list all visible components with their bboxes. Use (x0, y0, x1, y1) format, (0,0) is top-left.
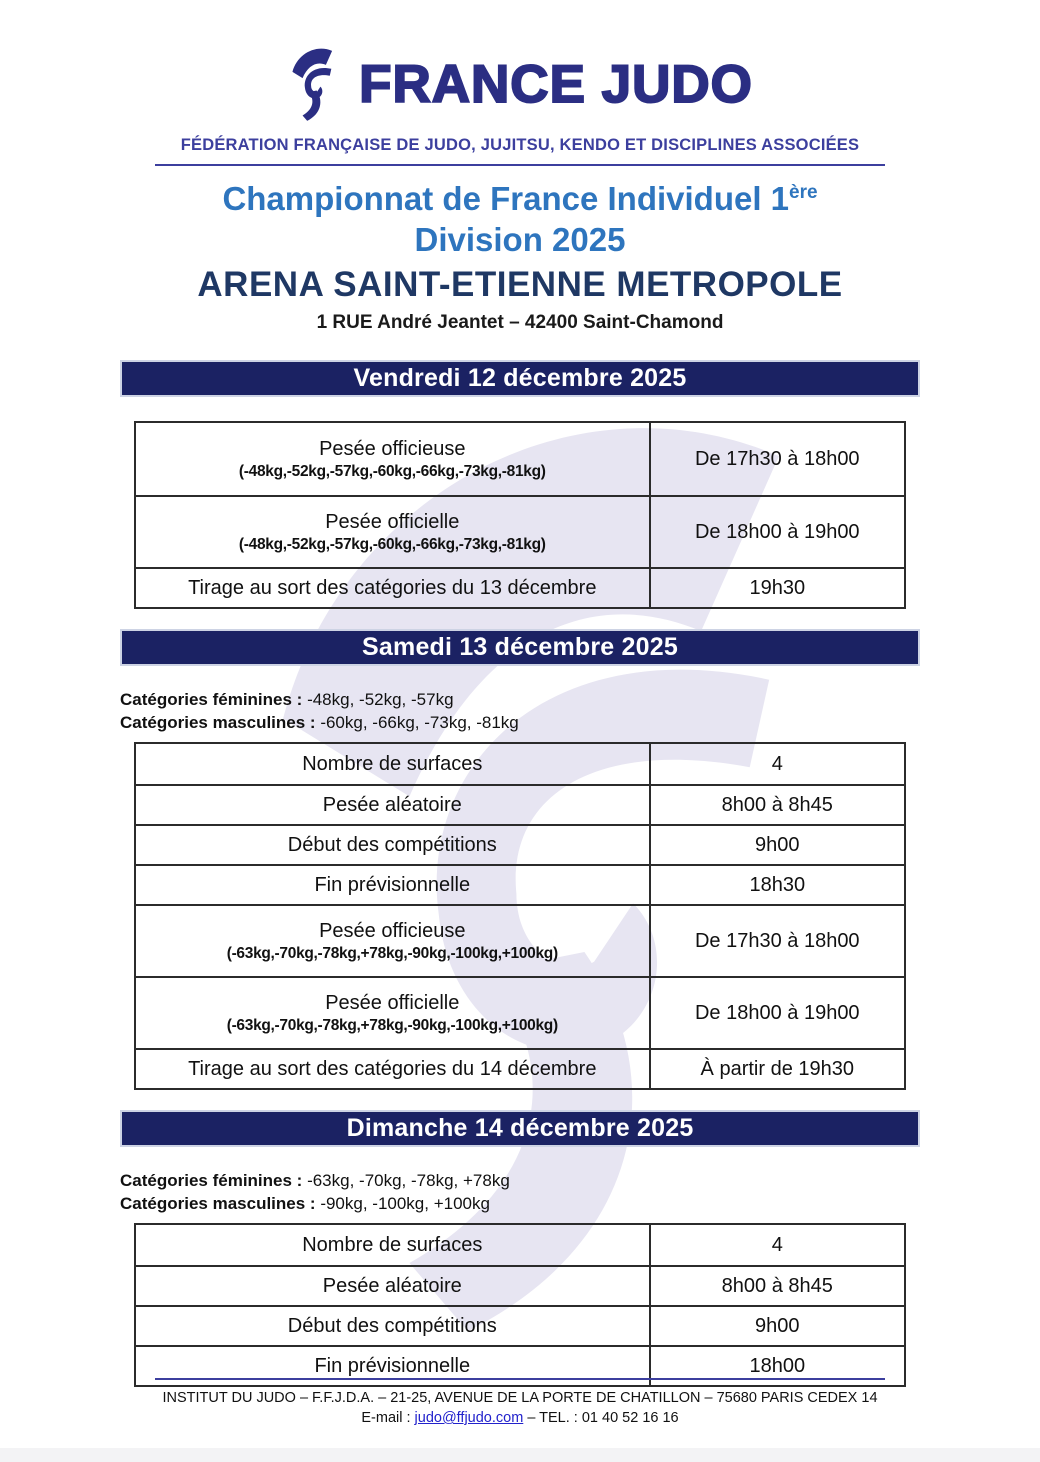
venue-name: ARENA SAINT-ETIENNE METROPOLE (197, 265, 843, 304)
categories-masculines-values: -90kg, -100kg, +100kg (320, 1194, 490, 1213)
page-title-line1 (0, 172, 1040, 219)
row-time-cell: 19h30 (749, 576, 806, 599)
row-label: Fin prévisionnelle (314, 873, 471, 896)
header-divider (155, 164, 885, 166)
row-weight-categories: (-48kg,-52kg,-57kg,-60kg,-66kg,-73kg,-81kg) (238, 462, 546, 480)
row-label-cell (136, 744, 651, 784)
footer-email-link[interactable]: judo@ffjudo.com (414, 1410, 524, 1426)
categories-feminines (120, 688, 920, 711)
row-weight-categories: (-63kg,-70kg,-78kg,+78kg,-90kg,-100kg,+100kg) (226, 944, 558, 962)
federation-subtitle: FÉDÉRATION FRANÇAISE DE JUDO, JUJITSU, KENDO ET DISCIPLINES ASSOCIÉES (180, 136, 860, 154)
section-header-vendredi-label: Vendredi 12 décembre 2025 (353, 364, 687, 392)
row-weight-categories: (-48kg,-52kg,-57kg,-60kg,-66kg,-73kg,-81kg) (238, 535, 546, 553)
table-row (136, 904, 904, 976)
table-row (136, 744, 904, 784)
row-label-cell (136, 1225, 651, 1265)
brand-logo-text: FRANCE JUDO (359, 54, 753, 114)
table-row (136, 567, 904, 607)
footer-contact-line (0, 1408, 1040, 1428)
row-label: Nombre de surfaces (302, 752, 483, 775)
section-header-dimanche-label: Dimanche 14 décembre 2025 (346, 1114, 694, 1142)
table-row (136, 495, 904, 567)
table-row (136, 976, 904, 1048)
row-time-cell: 9h00 (755, 833, 800, 856)
row-label-cell (136, 497, 651, 567)
row-time-cell: De 17h30 à 18h00 (694, 447, 860, 470)
row-label: Début des compétitions (287, 833, 497, 856)
row-label-cell (136, 906, 651, 976)
table-row (136, 864, 904, 904)
schedule-table-dimanche (134, 1223, 906, 1387)
categories-feminines-values: -48kg, -52kg, -57kg (307, 690, 454, 709)
categories-feminines-values: -63kg, -70kg, -78kg, +78kg (307, 1171, 510, 1190)
row-label: Pesée officielle (325, 991, 460, 1014)
row-time-cell: De 17h30 à 18h00 (694, 929, 860, 952)
row-label: Pesée aléatoire (322, 793, 462, 816)
page-title (0, 172, 1040, 260)
table-row (136, 784, 904, 824)
section-header-samedi (120, 629, 920, 666)
table-row (136, 824, 904, 864)
categories-masculines-label: Catégories masculines : (120, 713, 316, 732)
table-row (136, 1048, 904, 1088)
row-time-cell: De 18h00 à 19h00 (694, 520, 860, 543)
schedule-table-vendredi (134, 421, 906, 609)
table-row (136, 1305, 904, 1345)
categories-feminines-label: Catégories féminines : (120, 690, 303, 709)
row-label-cell (136, 1050, 651, 1088)
row-weight-categories: (-63kg,-70kg,-78kg,+78kg,-90kg,-100kg,+100kg) (226, 1016, 558, 1034)
row-label-cell (136, 569, 651, 607)
row-value-cell: 4 (771, 1233, 783, 1256)
categories-masculines-label: Catégories masculines : (120, 1194, 316, 1213)
row-time-cell: À partir de 19h30 (700, 1057, 854, 1080)
row-time-cell: De 18h00 à 19h00 (694, 1001, 860, 1024)
row-label-cell (136, 1267, 651, 1305)
row-label: Tirage au sort des catégories du 13 décembre (188, 576, 597, 599)
row-label: Fin prévisionnelle (314, 1354, 471, 1377)
table-row (136, 423, 904, 495)
row-time-cell: 18h30 (749, 873, 806, 896)
row-label-cell (136, 423, 651, 495)
categories-feminines (120, 1169, 920, 1192)
row-label: Tirage au sort des catégories du 14 décembre (188, 1057, 597, 1080)
row-label: Début des compétitions (287, 1314, 497, 1337)
categories-masculines-values: -60kg, -66kg, -73kg, -81kg (320, 713, 519, 732)
categories-masculines (120, 711, 920, 734)
row-label: Nombre de surfaces (302, 1233, 483, 1256)
table-row (136, 1265, 904, 1305)
row-time-cell: 8h00 à 8h45 (721, 793, 833, 816)
row-label-cell (136, 866, 651, 904)
row-label: Pesée officieuse (319, 437, 466, 460)
page-title-line2: Division 2025 (414, 221, 626, 258)
section-header-dimanche (120, 1110, 920, 1147)
page-title-line1-text: Championnat de France Individuel 1 (222, 180, 790, 217)
footer-email-label: E-mail : (361, 1410, 415, 1426)
section-header-samedi-label: Samedi 13 décembre 2025 (362, 633, 678, 661)
brand-header (0, 40, 1040, 128)
row-label: Pesée officielle (325, 510, 460, 533)
page-footer (0, 1378, 1040, 1428)
row-label: Pesée officieuse (319, 919, 466, 942)
footer-divider (155, 1378, 885, 1380)
footer-tel: – TEL. : 01 40 52 16 16 (523, 1410, 679, 1426)
categories-feminines-label: Catégories féminines : (120, 1171, 303, 1190)
schedule-table-samedi (134, 742, 906, 1090)
row-value-cell: 4 (771, 752, 783, 775)
page-bottom-edge (0, 1448, 1040, 1462)
france-judo-logo-icon (287, 41, 343, 123)
footer-institute-line: INSTITUT DU JUDO – F.F.J.D.A. – 21-25, AVENUE DE LA PORTE DE CHATILLON – 75680 PARIS CEDEX 14 (162, 1390, 878, 1406)
page-title-ordinal: ère (789, 182, 818, 203)
row-label-cell (136, 826, 651, 864)
row-time-cell: 9h00 (755, 1314, 800, 1337)
section-header-vendredi (120, 360, 920, 397)
row-label: Pesée aléatoire (322, 1274, 462, 1297)
row-label-cell (136, 786, 651, 824)
categories-masculines (120, 1192, 920, 1215)
footer-text (0, 1388, 1040, 1428)
row-time-cell: 18h00 (749, 1354, 806, 1377)
table-row (136, 1225, 904, 1265)
row-time-cell: 8h00 à 8h45 (721, 1274, 833, 1297)
categories-dimanche (120, 1169, 920, 1215)
venue-address: 1 RUE André Jeantet – 42400 Saint-Chamond (316, 312, 724, 333)
row-label-cell (136, 1307, 651, 1345)
row-label-cell (136, 978, 651, 1048)
categories-samedi (120, 688, 920, 734)
